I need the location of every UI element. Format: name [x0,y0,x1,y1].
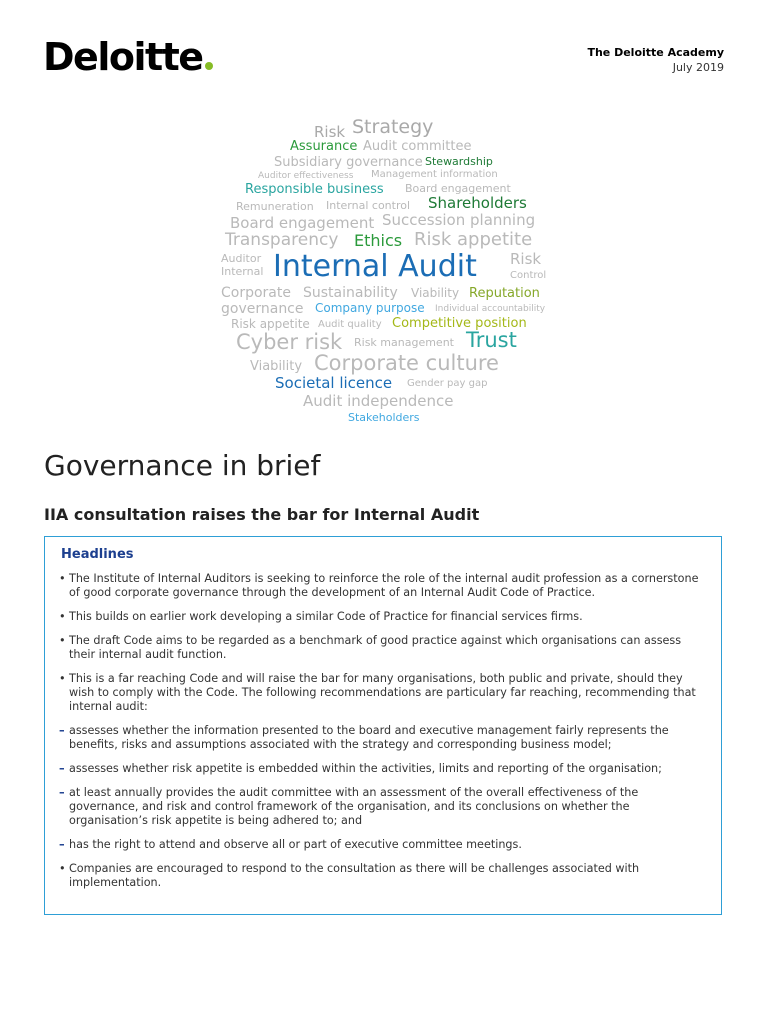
logo-text: Deloitte [43,35,203,79]
cloud-word: Ethics [354,231,403,250]
headlines-list [59,572,703,890]
cloud-word: Competitive position [392,316,527,331]
sub-list-item: – assesses whether the information presented to the board and executive management fairly represents the benefits, risks and assumptions associated with the strategy and corresponding business model; [59,724,703,752]
list-item: • This builds on earlier work developing a similar Code of Practice for financial services firms. [59,610,703,624]
cloud-word: Internal [221,265,264,278]
cloud-word: Corporate [221,285,291,301]
sub-list-item: – assesses whether risk appetite is embedded within the activities, limits and reporting of the organisation; [59,762,703,776]
cloud-word: Risk management [354,336,454,349]
sub-list-item: – at least annually provides the audit committee with an assessment of the overall effectiveness of the governance, and risk and control framework of the organisation, and its conclusions on whether the organisation’s risk appetite is being adhered to; and [59,786,703,828]
list-item: • The draft Code aims to be regarded as a benchmark of good practice against which organisations can assess their internal audit function. [59,634,703,662]
cloud-word: Corporate culture [314,351,499,375]
list-item-text: • This is a far reaching Code and will raise the bar for many organisations, both public and private, should they wish to comply with the Code. The following recommendations are particulary far reaching, recommending that internal audit: [69,672,696,713]
recommendations-list [69,724,703,852]
list-item: • The Institute of Internal Auditors is seeking to reinforce the role of the internal audit profession as a cornerstone of good corporate governance through the development of an Internal Audit Code of Practice. [59,572,703,600]
cloud-word: Responsible business [245,182,384,197]
page-title: Governance in brief [44,449,321,482]
cloud-word: Audit quality [318,319,382,330]
cloud-word: Succession planning [382,211,536,229]
cloud-word: Viability [411,286,460,300]
cloud-word: Auditor effectiveness [258,171,354,181]
cloud-word: Remuneration [236,200,314,213]
cloud-word: Societal licence [275,374,393,392]
cloud-word: Transparency [225,230,339,250]
cloud-word: governance [221,301,304,317]
cloud-word: Internal control [326,199,411,212]
headlines-heading: Headlines [61,547,134,562]
cloud-word: Internal Audit [273,249,477,284]
page-subtitle: IIA consultation raises the bar for Internal Audit [44,505,480,524]
cloud-word: Stakeholders [348,411,420,424]
list-item: • Companies are encouraged to respond to the consultation as there will be challenges associated with implementation. [59,862,703,890]
cloud-word: Risk appetite [231,317,310,331]
cloud-word: Gender pay gap [407,378,488,389]
cloud-word: Risk appetite [414,229,533,250]
cloud-word: Assurance [290,139,358,154]
cloud-word: Audit committee [363,139,472,154]
list-item [59,672,703,852]
cloud-word: Management information [371,169,498,180]
cloud-word: Reputation [469,286,540,301]
cloud-word: Board engagement [230,214,375,232]
headlines-box [44,536,722,915]
word-cloud [0,0,768,440]
cloud-word: Board engagement [405,182,511,195]
academy-name: The Deloitte Academy [587,46,724,59]
cloud-word: Cyber risk [236,330,343,354]
cloud-word: Company purpose [315,301,425,315]
cloud-word: Subsidiary governance [274,155,423,170]
publication-date: July 2019 [672,61,724,74]
cloud-word: Risk [314,123,346,141]
cloud-word: Auditor [221,252,262,265]
cloud-word: Shareholders [428,194,527,212]
cloud-word: Individual accountability [435,304,546,314]
cloud-word: Strategy [352,116,434,138]
cloud-word: Audit independence [303,392,454,410]
cloud-word: Viability [250,359,303,374]
sub-list-item: – has the right to attend and observe all or part of executive committee meetings. [59,838,703,852]
cloud-word: Trust [466,328,517,352]
cloud-word: Sustainability [303,285,398,301]
cloud-word: Risk [510,250,542,268]
cloud-word: Control [510,270,547,281]
cloud-word: Stewardship [425,155,493,168]
